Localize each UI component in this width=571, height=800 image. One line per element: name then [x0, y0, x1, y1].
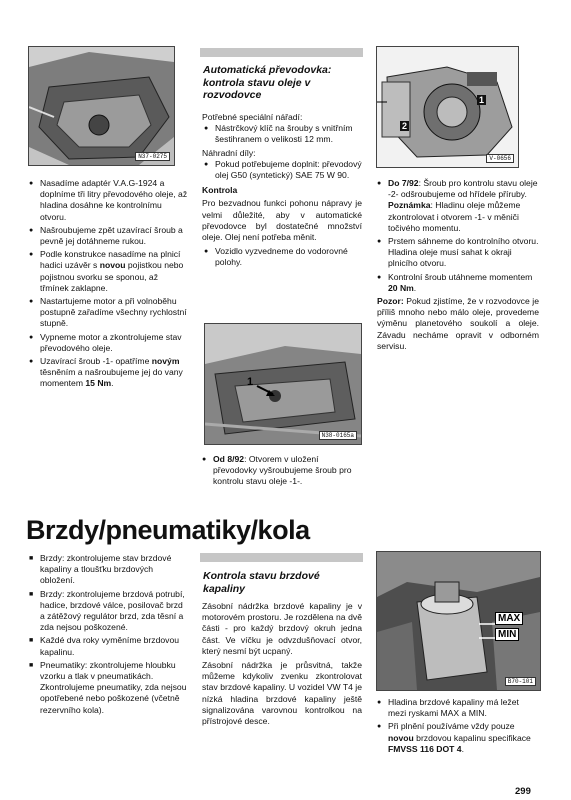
- figure-label: 2: [402, 121, 408, 131]
- item-text: Uzavírací šroub -1- opatříme novým těsněním a našroubujeme jej do vany momentem 15 Nm.: [40, 356, 183, 389]
- list-item: [377, 721, 539, 755]
- item-text: Našroubujeme zpět uzavírací šroub a pevně jej dotáhneme rukou.: [40, 224, 183, 247]
- item-text: Každé dva roky vyměníme brzdovou kapalinu.: [40, 635, 179, 657]
- gearbox-bottom-illustration: [205, 324, 361, 444]
- check-level-column: [377, 178, 539, 352]
- tools-list: [204, 123, 362, 145]
- section-title-automatic: Automatická převodovka: kontrola stavu oleje v rozvodovce: [203, 64, 332, 101]
- section-bar: [200, 553, 363, 562]
- gearbox-flange-illustration: [377, 47, 518, 167]
- list-item: [29, 635, 189, 657]
- list-item: [29, 296, 189, 330]
- item-text: Brzdy: zkontrolujeme brzdová potrubí, hadice, brzdové válce, posilovač brzd a zátěžový regulátor brzd, zda těsní a zda nejsou poškozené.: [40, 588, 185, 633]
- figure-engine-oil-pan: [28, 46, 175, 166]
- item-text: Prstem sáhneme do kontrolního otvoru. Hladina oleje musí sahat k okraji plnicího otvoru.: [388, 236, 539, 269]
- figure-brake-reservoir: [376, 551, 541, 691]
- item-text: Při plnění používáme vždy pouze novou brzdovou kapalinu specifikace FMVSS 116 DOT 4.: [388, 721, 531, 754]
- list-item: [202, 454, 362, 488]
- list-item: [29, 332, 189, 354]
- item-text: Hladina brzdové kapaliny má ležet mezi ryskami MAX a MIN.: [388, 697, 519, 719]
- brake-fluid-body: [202, 601, 362, 727]
- warning-paragraph: [377, 296, 539, 352]
- warning-text: Pokud zjistíme, že v rozvodovce je příliš mnoho nebo málo oleje, provedeme výměnu planetového soukolí a oleje. Závadu necháme opravit v odborném servisu.: [377, 296, 539, 351]
- item-text: Podle konstrukce nasadíme na plnicí hadici uzávěr s novou pojistkou nebo pojistnou svorku se sponou, až třmínek zaklapne.: [40, 249, 184, 293]
- after-figure-list: [202, 454, 362, 490]
- brake-fluid-list: [377, 697, 539, 757]
- control-heading: Kontrola: [202, 185, 238, 196]
- control-list: [204, 246, 362, 268]
- item-text: Nasadíme adaptér V.A.G-1924 a doplníme tři litry převodového oleje, až hladina dosáhne ke kontrolnímu otvoru.: [40, 178, 188, 222]
- tools-label: Potřebné speciální nářadí:: [202, 112, 303, 122]
- max-marker-label: MAX: [495, 612, 523, 625]
- list-item: [204, 246, 362, 268]
- figure-gearbox-bottom: [204, 323, 362, 445]
- list-item: [29, 589, 189, 634]
- figure-code: B70-101: [505, 677, 536, 686]
- list-item: [204, 159, 362, 181]
- list-item: [29, 225, 189, 247]
- parts-list: [204, 159, 362, 181]
- figure-label: 1: [247, 376, 254, 388]
- automatic-section-body: [202, 112, 362, 271]
- figure-label: 1: [479, 95, 485, 105]
- engine-oil-pan-illustration: [29, 47, 174, 165]
- figure-code: N37-0275: [135, 152, 170, 161]
- list-item: [377, 697, 539, 719]
- item-text: Brzdy: zkontrolujeme stav brzdové kapaliny a tloušťku brzdových obložení.: [40, 553, 172, 586]
- paragraph: Zásobní nádržka brzdové kapaliny je v motorovém prostoru. Je rozdělena na dvě části - pro každý brzdový okruh jedna část. Ve víčku je odvzdušňovací otvor, který nesmí být ucpaný.: [202, 601, 362, 656]
- item-text: Od 8/92: Otvorem v uložení převodovky vyšroubujeme šroub pro kontrolu stavu oleje -1-.: [213, 454, 352, 487]
- item-text: Vozidlo vyzvedneme do vodorovné polohy.: [215, 246, 348, 268]
- item-text: Kontrolní šroub utáhneme momentem 20 Nm.: [388, 271, 533, 293]
- brakes-tires-list: [29, 553, 189, 718]
- section-title-brake-fluid: Kontrola stavu brzdové kapaliny: [203, 570, 320, 595]
- refill-steps-list: [29, 178, 189, 392]
- parts-label: Náhradní díly:: [202, 147, 256, 158]
- min-marker-label: MIN: [495, 628, 519, 641]
- section-bar: [200, 48, 363, 57]
- list-item: [204, 123, 362, 145]
- figure-code: N38-0165a: [319, 431, 357, 440]
- list-item: [29, 553, 189, 587]
- item-text: Nástrčkový klíč na šrouby s vnitřním šestihranem o velikosti 12 mm.: [215, 123, 353, 145]
- check-level-list: [377, 178, 539, 294]
- figure-code: V-0656: [486, 154, 514, 163]
- control-text: Pro bezvadnou funkci pohonu nápravy je velmi důležité, aby v automatické převodovce byl dostatečné množství oleje. Olej není potřeba měnit.: [202, 198, 362, 243]
- item-text: Do 7/92: Šroub pro kontrolu stavu oleje -2- odšroubujeme od hřídele příruby. Poznámka: Hladinu oleje můžeme zkontrolovat i otvorem -1- v měniči točivého momentu.: [388, 178, 538, 233]
- paragraph: Zásobní nádržka je průsvitná, takže můžeme kdykoliv zvenku zkontrolovat stav brzdové kapaliny. U vozidel VW T4 je nízká hladina brzdové kapaliny ještě signalizována varovnou kontrolkou na přístrojové desce.: [202, 660, 362, 727]
- list-item: [377, 272, 539, 294]
- list-item: [29, 178, 189, 223]
- item-text: Vypneme motor a zkontrolujeme stav převodového oleje.: [40, 331, 182, 353]
- page-number: 299: [515, 786, 531, 797]
- item-text: Pokud potřebujeme doplnit: převodový olej G50 (syntetický) SAE 75 W 90.: [215, 158, 362, 181]
- item-text: Pneumatiky: zkontrolujeme hloubku vzorku a tlak v pneumatikách. Zkontrolujeme pneumatiky, zda nejsou opotřebené nebo poškozené (včetně rezervního kola).: [40, 659, 187, 715]
- list-item: [29, 249, 189, 294]
- warning-label: Pozor:: [377, 296, 404, 307]
- item-text: Nastartujeme motor a při volnoběhu postupně zařadíme všechny rychlostní stupně.: [40, 296, 187, 329]
- list-item: [377, 236, 539, 270]
- list-item: [377, 178, 539, 234]
- list-item: [29, 356, 189, 390]
- figure-gearbox-flange: [376, 46, 519, 168]
- chapter-title: Brzdy/pneumatiky/kola: [26, 515, 310, 545]
- list-item: [29, 660, 189, 716]
